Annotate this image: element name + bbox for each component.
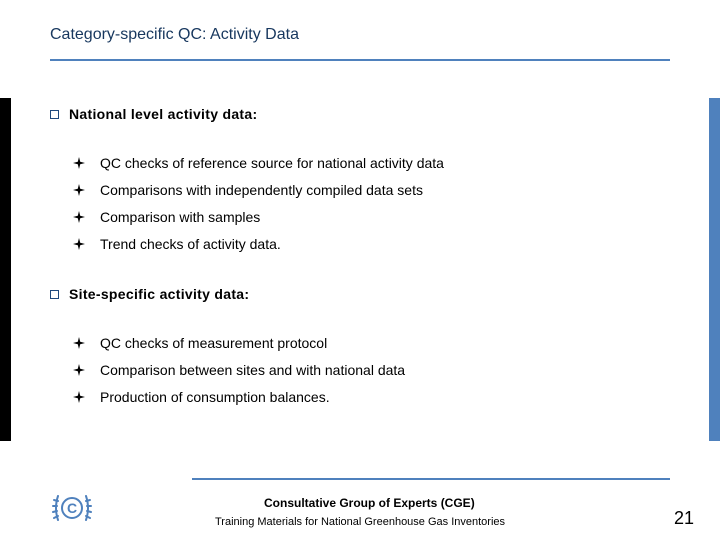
list-item — [72, 182, 423, 198]
section-heading-site — [50, 286, 249, 302]
footer-subtitle: Training Materials for National Greenhouse Gas Inventories — [215, 516, 506, 528]
list-item-text: Comparisons with independently compiled data sets — [100, 182, 423, 198]
diamond-bullet-icon — [72, 237, 86, 251]
list-item-text: Production of consumption balances. — [100, 389, 330, 405]
diamond-bullet-icon — [72, 156, 86, 170]
diamond-bullet-icon — [72, 336, 86, 350]
slide-title: Category-specific QC: Activity Data — [50, 26, 299, 43]
list-item — [72, 389, 330, 405]
list-item-text: Comparison between sites and with national data — [100, 362, 406, 378]
right-accent-bar — [709, 98, 720, 441]
svg-text:C: C — [66, 500, 78, 516]
square-bullet-icon — [50, 290, 59, 299]
section-heading-national — [50, 106, 257, 122]
title-divider — [50, 59, 670, 61]
list-item-text: QC checks of measurement protocol — [100, 335, 328, 351]
list-item — [72, 362, 405, 378]
list-item — [72, 209, 260, 225]
square-bullet-icon — [50, 110, 59, 119]
list-item — [72, 236, 281, 252]
section-heading-label: Site-specific activity data: — [69, 286, 250, 302]
page-number: 21 — [674, 508, 695, 528]
list-item — [72, 335, 327, 351]
diamond-bullet-icon — [72, 363, 86, 377]
footer-org: Consultative Group of Experts (CGE) — [264, 496, 475, 510]
diamond-bullet-icon — [72, 390, 86, 404]
unfccc-logo-icon — [48, 488, 96, 528]
footer-divider — [192, 478, 670, 480]
diamond-bullet-icon — [72, 210, 86, 224]
list-item-text: QC checks of reference source for national activity data — [100, 155, 444, 171]
list-item-text: Trend checks of activity data. — [100, 236, 281, 252]
section-heading-label: National level activity data: — [69, 106, 258, 122]
list-item — [72, 155, 444, 171]
list-item-text: Comparison with samples — [100, 209, 261, 225]
left-accent-bar — [0, 98, 11, 441]
diamond-bullet-icon — [72, 183, 86, 197]
